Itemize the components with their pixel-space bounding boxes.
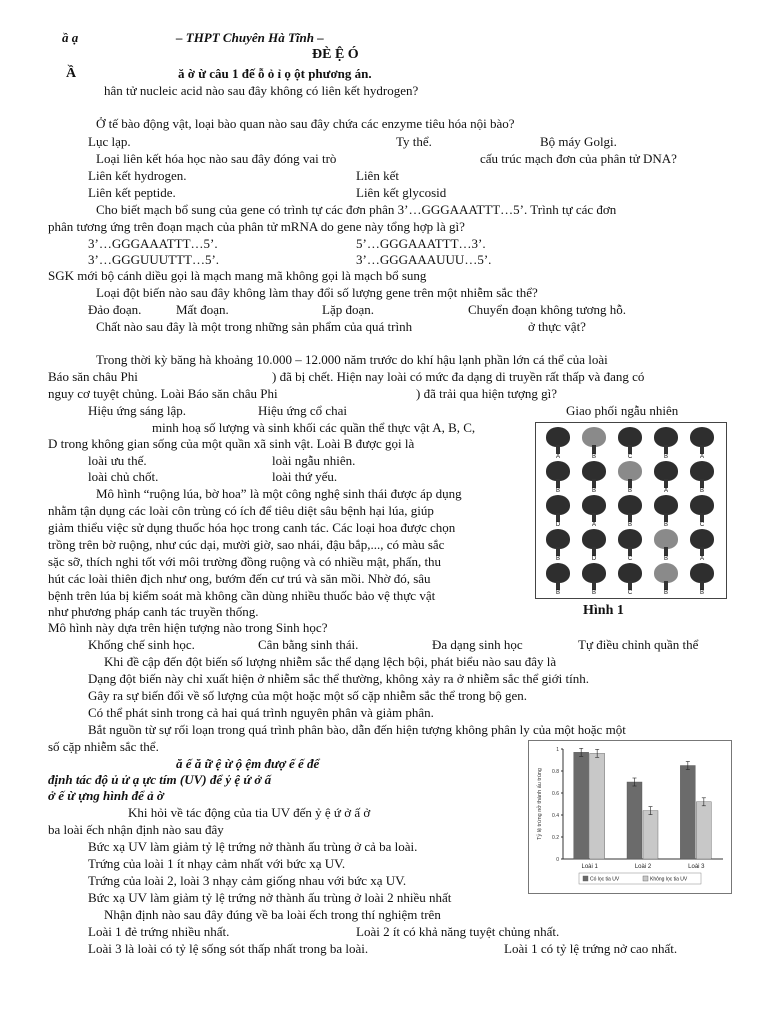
tree-label: C [627,590,633,596]
y-tick-label: 1 [556,747,559,753]
question-9: Mô hình “ruộng lúa, bờ hoa” là một công nghệ sinh thái được áp dụng [96,486,462,501]
exam-title: ĐÈ Ệ Ó [312,47,359,62]
tree-label: B [555,488,560,494]
question-8: minh hoạ số lượng và sinh khối các quần thể thực vật A, B, C, [152,420,476,435]
tree-trunk [556,479,560,488]
x-tick-label: Loài 3 [688,864,705,870]
tree-label: B [663,590,668,596]
figure-1-caption: Hình 1 [583,603,624,618]
tree-label: B [555,590,560,596]
tree-trunk [700,581,704,590]
question-7: Trong thời kỳ băng hà khoảng 10.000 – 12.000 năm trước do khí hậu lạnh phần lớn cá thể của loài [96,352,608,367]
tree-crown [582,495,606,515]
tree-trunk [592,513,596,522]
question-5: Loại đột biến nào sau đây không làm thay đổi số lượng gene trên một nhiễm sắc thể? [96,285,538,300]
question-9-cont: sặc sỡ, thích nghi tốt với môi trường đồng ruộng và có nhiều mật, phấn, thu [48,554,442,569]
question-8-cont: D trong không gian sống của một quần xã sinh vật. Loài B được gọi là [48,436,415,451]
option: Liên kết peptide. [88,185,176,200]
tree-label: A [663,488,668,494]
tree-label: B [627,488,632,494]
option: Dạng đột biến này chỉ xuất hiện ở nhiễm sắc thể thường, không xảy ra ở nhiễm sắc thể giới tính. [88,671,589,686]
tree-label: B [627,522,632,528]
tree-crown [582,563,606,583]
tree-crown [618,427,642,447]
tree-trunk [664,445,668,454]
tree-crown [654,461,678,481]
question-11-intro: ă ế ă ữ ệ ừ ộ ệm đượ ế ế để [176,756,320,771]
tree-label: D [591,556,597,562]
question-9-cont: bệnh trên lúa bị kiểm soát mà không cần dùng nhiều thuốc bảo vệ thực vật [48,588,436,603]
option: Cân bằng sinh thái. [258,637,359,652]
option: Loài 2 ít có khả năng tuyệt chủng nhất. [356,924,560,939]
header-left: ầ ạ [62,30,79,45]
tree-icon [652,427,680,460]
tree-label: B [591,488,596,494]
x-tick-label: Loài 1 [581,864,598,870]
question-11: Khi hỏi về tác động của tia UV đến ỷ ệ ứ ở ấ ở [128,805,371,820]
question-10: Khi đề cập đến đột biến số lượng nhiễm sắc thể dạng lệch bội, phát biểu nào sau đây là [104,654,557,669]
tree-icon [652,563,680,596]
option: Trứng của loài 1 ít nhạy cảm nhất với bức xạ UV. [88,856,346,871]
tree-crown [582,461,606,481]
option: Hiệu ứng cổ chai [258,403,347,418]
tree-trunk [664,513,668,522]
tree-trunk [700,547,704,556]
figure-1-tree-grid [535,422,727,599]
y-tick-label: 0 [556,857,559,863]
tree-label: C [627,556,633,562]
tree-icon [688,461,716,494]
option: loài thứ yếu. [272,469,338,484]
y-tick-label: 0.8 [552,769,559,775]
tree-icon [580,461,608,494]
question-7-cont: ) đã trải qua hiện tượng gì? [416,386,557,401]
tree-icon [688,427,716,460]
tree-icon [652,495,680,528]
question-9-cont: trồng trên bờ ruộng, như cúc dại, mười giờ, sao nhái, đậu bắp,..., có màu sắc [48,537,445,552]
tree-icon [688,495,716,528]
tree-crown [654,427,678,447]
tree-label: B [555,556,560,562]
tree-label: A [699,556,704,562]
option: loài ngẫu nhiên. [272,453,356,468]
tree-trunk [556,445,560,454]
option: Liên kết [356,168,399,183]
tree-label: B [663,556,668,562]
tree-trunk [628,479,632,488]
school-name: – THPT Chuyên Hà Tĩnh – [176,30,324,45]
option: Bắt nguồn từ sự rối loạn trong quá trình phân bào, dẫn đến hiện tượng không phân ly của một hoặc một [88,722,626,737]
y-tick-label: 0.6 [552,791,559,797]
option: loài ưu thế. [88,453,147,468]
tree-crown [618,461,642,481]
option: Chuyển đoạn không tương hỗ. [468,302,626,317]
tree-trunk [556,581,560,590]
question-9-cont: giảm thiểu việc sử dụng thuốc hóa học trong canh tác. Các loại hoa được chọn [48,520,456,535]
tree-crown [654,495,678,515]
tree-icon [580,495,608,528]
tree-label: B [663,454,668,460]
bar [696,802,711,859]
tree-icon [580,427,608,460]
tree-crown [546,529,570,549]
tree-label: B [699,590,704,596]
tree-crown [690,495,714,515]
question-1: hân tử nucleic acid nào sau đây không có liên kết hydrogen? [104,83,419,98]
tree-label: A [699,454,704,460]
tree-crown [546,495,570,515]
tree-label: C [699,522,705,528]
uv-bar-chart [528,740,732,894]
tree-icon [580,529,608,562]
tree-trunk [556,547,560,556]
option: Tự điều chỉnh quần thể [578,637,699,652]
tree-trunk [664,547,668,556]
question-9-cont: Mô hình này dựa trên hiện tượng nào trong Sinh học? [48,620,328,635]
option: Đa dạng sinh học [432,637,523,652]
tree-label: B [663,522,668,528]
question-3: Loại liên kết hóa học nào sau đây đóng vai trò [96,151,337,166]
option: Loài 1 đẻ trứng nhiều nhất. [88,924,230,939]
tree-trunk [556,513,560,522]
question-12: Nhận định nào sau đây đúng về ba loài ếch trong thí nghiệm trên [104,907,441,922]
y-axis-label: Tỷ lệ trứng nở thành ấu trùng [537,768,543,840]
option: Lục lạp. [88,134,131,149]
option: 3’…GGGAAAUUU…5’. [356,252,492,267]
question-6: Chất nào sau đây là một trong những sản phẩm của quá trình [96,319,413,334]
tree-crown [618,563,642,583]
tree-label: A [591,522,596,528]
question-4-cont: phân tương ứng trên đoạn mạch của phân tử mRNA do gene này tổng hợp là gì? [48,219,465,234]
tree-icon [544,529,572,562]
tree-icon [580,563,608,596]
tree-label: A [555,454,560,460]
tree-crown [546,461,570,481]
tree-trunk [592,445,596,454]
tree-icon [652,461,680,494]
tree-icon [616,495,644,528]
tree-label: C [627,454,633,460]
question-11-cont: ba loài ếch nhận định nào sau đây [48,822,224,837]
y-tick-label: 0.2 [552,835,559,841]
question-7-cont: ) đã bị chết. Hiện nay loài có mức đa dạng di truyền rất thấp và đang có [272,369,645,384]
option: Khống chế sinh học. [88,637,195,652]
tree-trunk [592,547,596,556]
tree-icon [616,461,644,494]
tree-crown [582,529,606,549]
tree-label: B [591,454,596,460]
note: SGK mới bộ cánh diều gọi là mạch mang mã không gọi là mạch bổ sung [48,268,427,283]
tree-crown [618,495,642,515]
bar [590,753,605,859]
tree-icon [652,529,680,562]
option: Gây ra sự biến đổi về số lượng của một hoặc một số cặp nhiễm sắc thể trong bộ gen. [88,688,528,703]
tree-label: B [699,488,704,494]
tree-crown [690,563,714,583]
tree-icon [616,529,644,562]
x-tick-label: Loài 2 [634,864,652,870]
tree-trunk [700,479,704,488]
bar [574,752,589,859]
tree-icon [544,495,572,528]
question-2: Ở tế bào động vật, loại bào quan nào sau đây chứa các enzyme tiêu hóa nội bào? [96,116,515,131]
tree-crown [690,427,714,447]
option: Giao phối ngẫu nhiên [566,403,679,418]
question-3-cont: cấu trúc mạch đơn của phân tử DNA? [480,151,677,166]
tree-trunk [628,547,632,556]
tree-crown [690,529,714,549]
question-11-intro: ở ế ừ ựng hình để ả ờ [48,788,164,803]
question-7-cont: nguy cơ tuyệt chủng. Loài Báo săn châu Phi [48,386,278,401]
tree-trunk [700,445,704,454]
option: Liên kết glycosid [356,185,447,200]
option: Có thể phát sinh trong cả hai quá trình nguyên phân và giảm phân. [88,705,434,720]
tree-crown [654,529,678,549]
bar [680,766,695,860]
option: Lặp đoạn. [322,302,374,317]
tree-icon [544,427,572,460]
bar [627,782,642,859]
tree-trunk [700,513,704,522]
tree-icon [616,427,644,460]
tree-crown [690,461,714,481]
tree-icon [688,563,716,596]
option-cont: số cặp nhiễm sắc thể. [48,739,159,754]
option: Loài 3 là loài có tỷ lệ sống sót thấp nhất trong ba loài. [88,941,369,956]
tree-label: D [555,522,561,528]
tree-trunk [628,513,632,522]
question-9-cont: hút các loài thiên địch như ong, bướm đến cư trú và săn mồi. Nhờ đó, sâu [48,571,431,586]
option: 3’…GGGUUUTTT…5’. [88,252,220,267]
chart-svg [529,741,731,893]
tree-crown [546,427,570,447]
question-4: Cho biết mạch bổ sung của gene có trình tự các đơn phân 3’…GGGAAATTT…5’. Trình tự các đơn [96,202,617,217]
option: loài chủ chốt. [88,469,159,484]
question-11-intro: định tác độ ủ ử ạ ực tím (UV) để ỷ ệ ứ ở ấ [48,772,272,787]
question-9-cont: như phương pháp canh tác truyền thống. [48,604,259,619]
question-6-cont: ở thực vật? [528,319,586,334]
tree-crown [582,427,606,447]
question-9-cont: nhằm tận dụng các loài côn trùng có ích để tiêu diệt sâu bệnh hại lúa, giúp [48,503,434,518]
tree-icon [544,563,572,596]
question-7-cont: Báo săn châu Phi [48,369,138,384]
tree-icon [616,563,644,596]
option: Bức xạ UV làm giảm tỷ lệ trứng nở thành ấu trùng ở loài 2 nhiều nhất [88,890,452,905]
option: Ty thể. [396,134,432,149]
option: Liên kết hydrogen. [88,168,187,183]
tree-crown [618,529,642,549]
option: Đảo đoạn. [88,302,142,317]
option: 5’…GGGAAATTT…3’. [356,236,486,251]
part-heading: Ầ [66,66,77,81]
tree-label: B [591,590,596,596]
bar [643,811,658,859]
tree-trunk [592,479,596,488]
y-tick-label: 0.4 [552,813,559,819]
option: Hiệu ứng sáng lập. [88,403,187,418]
legend-swatch [583,876,588,881]
tree-icon [688,529,716,562]
tree-trunk [664,479,668,488]
option: Bức xạ UV làm giảm tỷ lệ trứng nở thành ấu trùng ở cả ba loài. [88,839,418,854]
option: Mất đoạn. [176,302,229,317]
legend-swatch [643,876,648,881]
tree-icon [544,461,572,494]
tree-trunk [592,581,596,590]
tree-trunk [628,581,632,590]
tree-trunk [664,581,668,590]
legend-label: Có lọc tia UV [590,876,620,883]
instruction: ă ờ ừ câu 1 đế ỗ ỏ ỉ ọ ột phương án. [178,66,372,81]
legend-label: Không lọc tia UV [650,876,688,883]
option: Bộ máy Golgi. [540,134,617,149]
option: 3’…GGGAAATTT…5’. [88,236,218,251]
option: Loài 1 có tỷ lệ trứng nở cao nhất. [504,941,678,956]
tree-crown [546,563,570,583]
tree-crown [654,563,678,583]
tree-trunk [628,445,632,454]
option: Trứng của loài 2, loài 3 nhạy cảm giống nhau với bức xạ UV. [88,873,407,888]
